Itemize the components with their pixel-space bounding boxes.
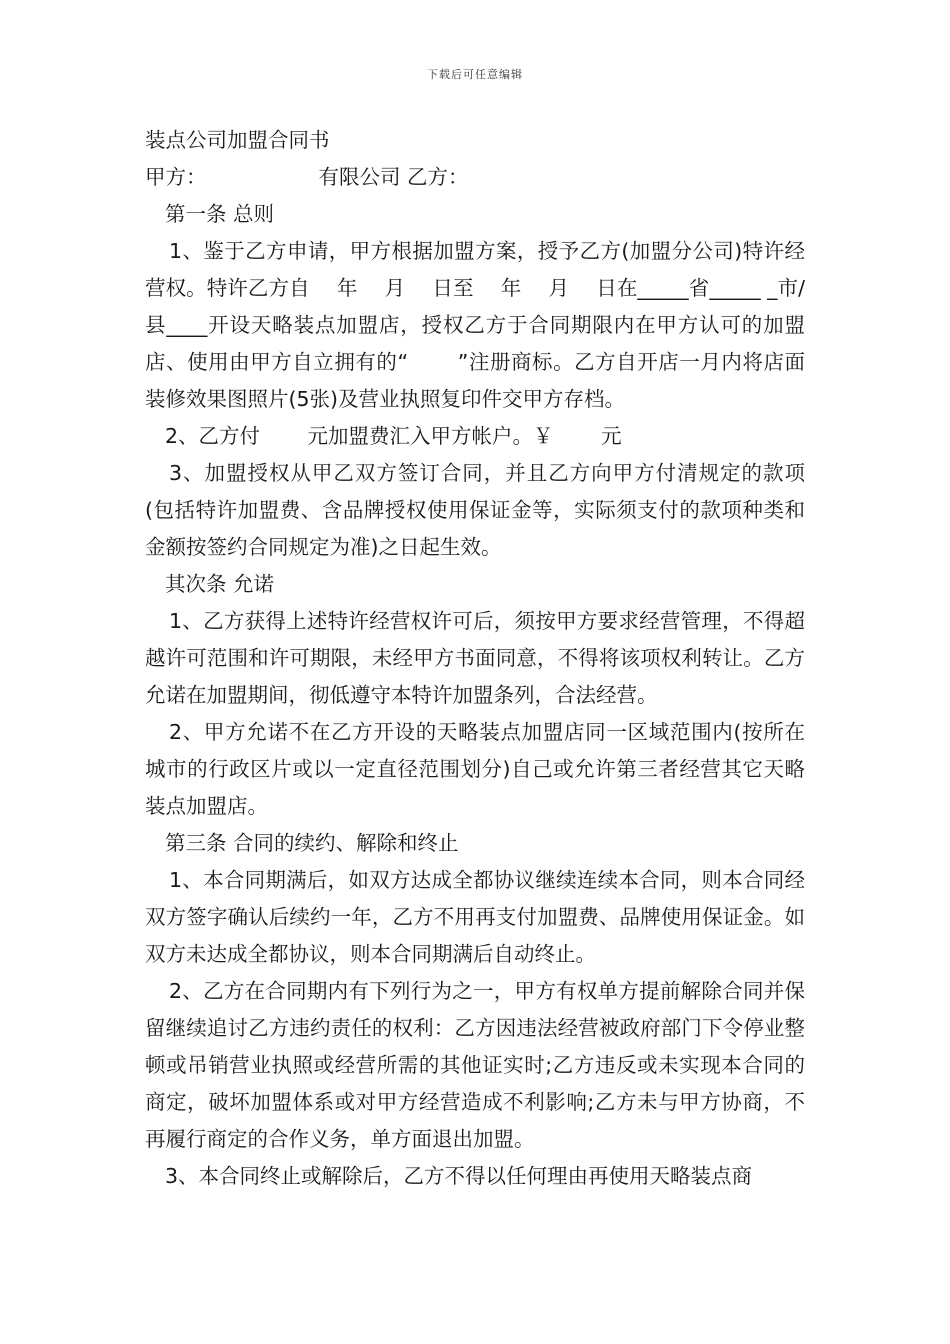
document-title: 装点公司加盟合同书 (145, 128, 330, 152)
party-company-label: 有限公司 乙方： (318, 165, 469, 189)
clause-paragraph: 2、甲方允诺不在乙方开设的天略装点加盟店同一区域范围内(按所在城市的行政区片或以一定直径范围划分)自己或允许第三者经营其它天略装点加盟店。 (145, 720, 805, 818)
clause-paragraph: 1、本合同期满后，如双方达成全都协议继续连续本合同，则本合同经双方签字确认后续约一年，乙方不用再支付加盟费、品牌使用保证金。如双方未达成全都协议，则本合同期满后自动终止。 (145, 868, 805, 966)
section-heading: 第三条 合同的续约、解除和终止 (165, 831, 459, 855)
parties-line (145, 159, 805, 196)
section-heading: 其次条 允诺 (165, 572, 275, 596)
section-heading: 第一条 总则 (165, 202, 275, 226)
document-body (145, 122, 805, 1195)
clause-paragraph: 1、乙方获得上述特许经营权许可后，须按甲方要求经营管理，不得超越许可范围和许可期限，未经甲方书面同意，不得将该项权利转让。乙方允诺在加盟期间，彻低遵守本特许加盟条列，合法经营。 (145, 609, 805, 707)
clause-paragraph: 3、加盟授权从甲乙双方签订合同，并且乙方向甲方付清规定的款项(包括特许加盟费、含品牌授权使用保证金等，实际须支付的款项种类和金额按签约合同规定为准)之日起生效。 (145, 461, 805, 559)
page-header-note: 下载后可任意编辑 (427, 68, 523, 81)
clause-paragraph: 3、本合同终止或解除后，乙方不得以任何理由再使用天略装点商 (165, 1164, 753, 1188)
party-a-label: 甲方： (145, 165, 207, 189)
clause-paragraph: 1、鉴于乙方申请，甲方根据加盟方案，授予乙方(加盟分公司)特许经营权。特许乙方自 年 月 日至 年 月 日在_____省_____ _市/县____开设天略装点加盟店，授权乙方于合同期限内在甲方认可的加盟店、使用由甲方自立拥有的“ ”注册商标。乙方自开店一月内将店面装修效果图照片(5张)及营业执照复印件交甲方存档。 (145, 239, 805, 411)
clause-paragraph: 2、乙方在合同期内有下列行为之一，甲方有权单方提前解除合同并保留继续追讨乙方违约责任的权利：乙方因违法经营被政府部门下令停业整顿或吊销营业执照或经营所需的其他证实时;乙方违反或未实现本合同的商定，破坏加盟体系或对甲方经营造成不利影响;乙方未与甲方协商，不再履行商定的合作义务，单方面退出加盟。 (145, 979, 805, 1151)
clause-paragraph: 2、乙方付 元加盟费汇入甲方帐户。￥ 元 (165, 424, 622, 448)
